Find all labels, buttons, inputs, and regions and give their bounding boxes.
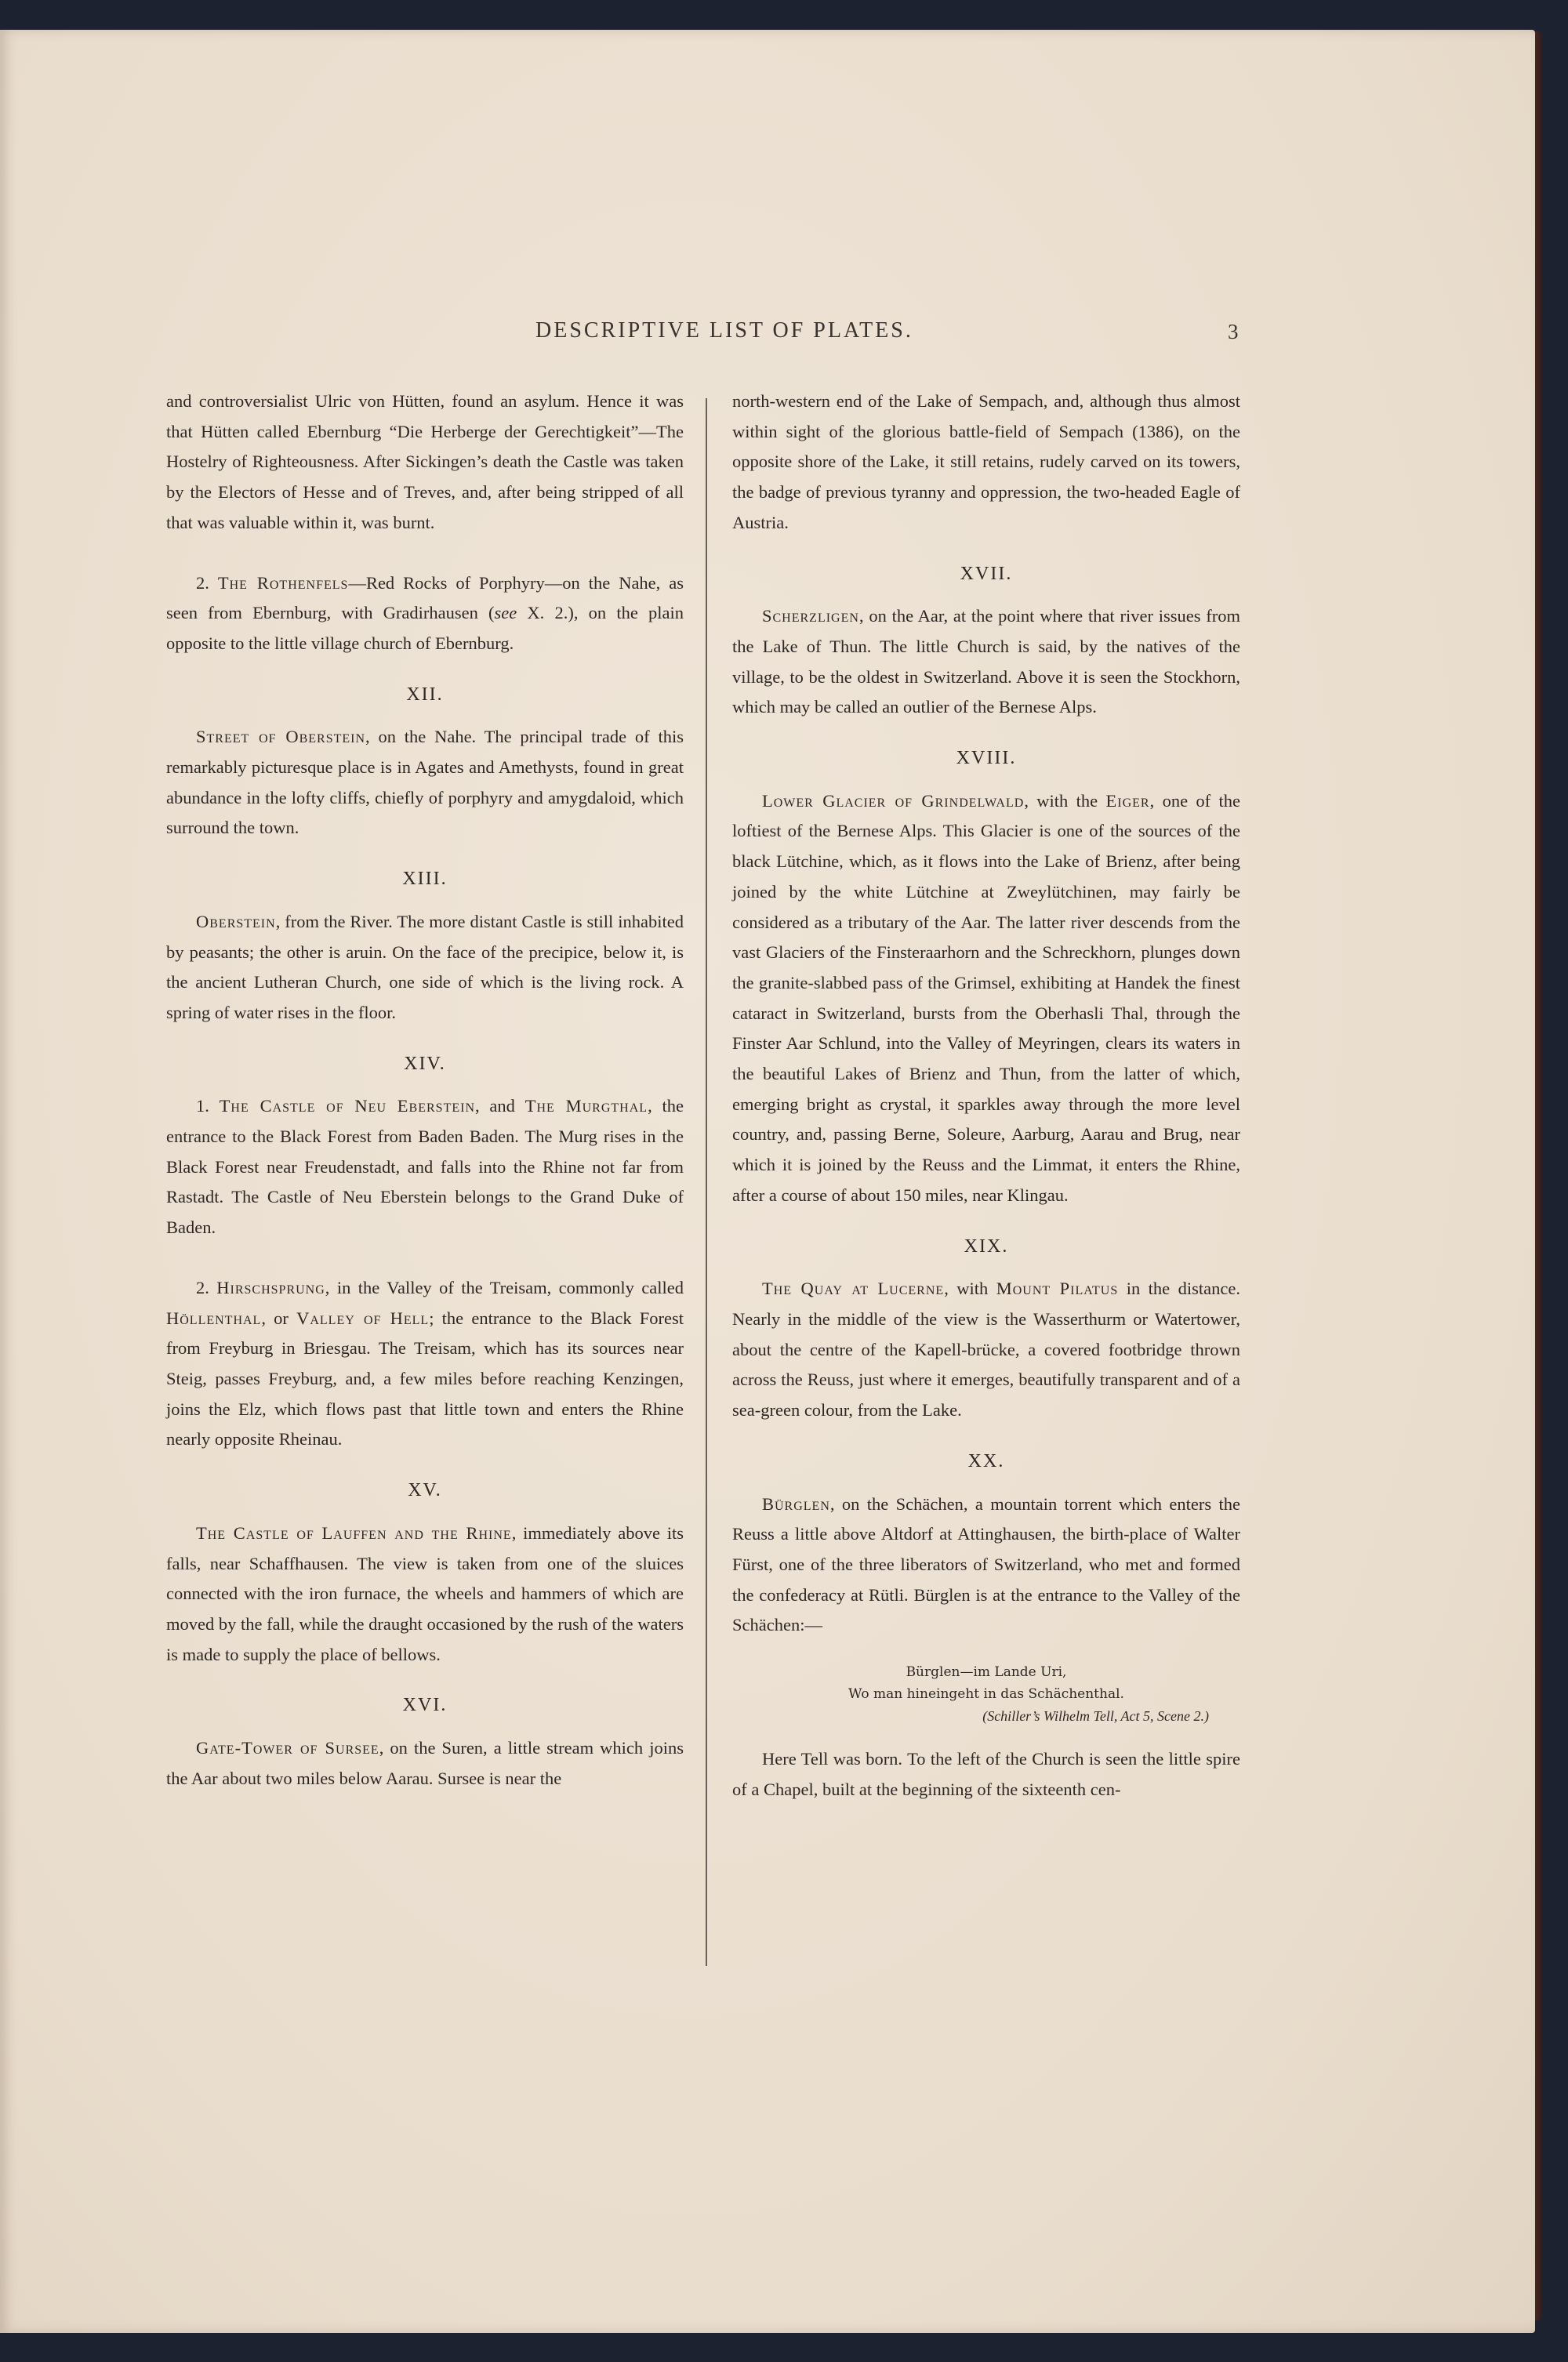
- plate-title: The Castle of Neu Eberstein: [219, 1096, 475, 1116]
- paragraph-xiv-1: 1. The Castle of Neu Eberstein, and The Murgthal, the entrance to the Black Forest from Baden Baden. The Murg rises in the Black Forest near Freudenstadt, and falls into the Rhine not far from Rastadt. The Castle of Neu Eberstein belongs to the Grand Duke of Baden.: [166, 1096, 684, 1238]
- quote-line: Wo man hineingeht in das Schächenthal.: [848, 1686, 1124, 1703]
- plate-title: Lower Glacier of Grindelwald: [762, 790, 1025, 811]
- book-page: [0, 30, 1535, 2333]
- paragraph-xv: The Castle of Lauffen and the Rhine, immediately above its falls, near Schaffhausen. The view is taken from one of the sluices connected with the iron furnace, the wheels and hammers of which are moved by the fall, while the draught occasioned by the rush of the waters is made to supply the place of bellows.: [166, 1522, 684, 1664]
- section-numeral-xv: XV.: [408, 1480, 442, 1501]
- plate-title: Street of Oberstein: [196, 727, 366, 747]
- running-title: DESCRIPTIVE LIST OF PLATES.: [535, 318, 913, 343]
- paragraph-xvi: Gate-Tower of Sursee, on the Suren, a little stream which joins the Aar about two miles below Aarau. Sursee is near the: [166, 1738, 684, 1788]
- plate-title: The Castle of Lauffen and the Rhine: [196, 1522, 512, 1543]
- right-column: [732, 386, 1240, 1805]
- quote-line: Bürglen—im Lande Uri,: [906, 1664, 1067, 1681]
- plate-title: Bürglen: [762, 1493, 830, 1514]
- section-numeral-xvii: XVII.: [960, 563, 1013, 584]
- paragraph-xx: Bürglen, on the Schächen, a mountain torrent which enters the Reuss a little above Altdorf at Attinghausen, the birth-place of Walter Fürst, one of the three liberators of Switzerland, who met and formed the confederacy at Rütli. Bürglen is at the entrance to the Valley of the Schächen:—: [732, 1493, 1240, 1635]
- column-divider: [706, 398, 707, 1966]
- page-header: [0, 318, 1535, 357]
- plate-title: Hirschsprung: [216, 1277, 325, 1297]
- left-column: [166, 386, 684, 1794]
- paragraph-xix: The Quay at Lucerne, with Mount Pilatus in the distance. Nearly in the middle of the view is the Wasserthurm or Watertower, about the centre of the Kapell-brücke, a covered footbridge thrown across the Reuss, just where it emerges, beautifully transparent and of a sea-green colour, from the Lake.: [732, 1279, 1240, 1420]
- section-numeral-xii: XII.: [406, 684, 444, 705]
- section-numeral-xvi: XVI.: [402, 1695, 448, 1716]
- paragraph-xiv-2: 2. Hirschsprung, in the Valley of the Treisam, commonly called Höllenthal, or Valley of Hell; the entrance to the Black Forest from Freyburg in Briesgau. The Treisam, which has its sources near Steig, passes Freyburg, and, a few miles before reaching Kenzingen, joins the Elz, which flows past that little town and enters the Rhine nearly opposite Rheinau.: [166, 1277, 684, 1449]
- paragraph-continued: north-western end of the Lake of Sempach, and, although thus almost within sight of the glorious battle-field of Sempach (1386), on the opposite shore of the Lake, it still retains, rudely carved on its towers, the badge of previous tyranny and oppression, the two-headed Eagle of Austria.: [732, 391, 1240, 532]
- plate-title: The Rothenfels: [217, 572, 349, 593]
- plate-title: The Quay at Lucerne: [762, 1279, 945, 1299]
- paragraph-xiii: Oberstein, from the River. The more distant Castle is still inhabited by peasants; the other is aruin. On the face of the precipice, below it, is the ancient Lutheran Church, one side of which is the living rock. A spring of water rises in the floor.: [166, 911, 684, 1022]
- paragraph-xvii: Scherzligen, on the Aar, at the point where that river issues from the Lake of Thun. The little Church is said, by the natives of the village, to be the oldest in Switzerland. Above it is seen the Stockhorn, which may be called an outlier of the Bernese Alps.: [732, 606, 1240, 717]
- plate-title: Gate-Tower of Sursee: [196, 1738, 379, 1758]
- section-numeral-xiv: XIV.: [404, 1053, 446, 1074]
- paragraph-after-quote: Here Tell was born. To the left of the Church is seen the little spire of a Chapel, built at the beginning of the sixteenth cen-: [732, 1749, 1240, 1799]
- plate-title: The Murgthal: [524, 1096, 648, 1116]
- paragraph-continued: and controversialist Ulric von Hütten, found an asylum. Hence it was that Hütten called Ebernburg “Die Herberge der Gerechtigkeit”—The Hostelry of Righteousness. After Sickingen’s death the Castle was taken by the Electors of Hesse and of Treves, and, after being stripped of all that was valuable within it, was burnt.: [166, 391, 684, 532]
- plate-title: Scherzligen: [762, 606, 859, 626]
- quote-citation: (Schiller’s Wilhelm Tell, Act 5, Scene 2.): [982, 1708, 1209, 1725]
- paragraph-rothenfels: 2. The Rothenfels—Red Rocks of Porphyry—on the Nahe, as seen from Ebernburg, with Gradirhausen (see X. 2.), on the plain opposite to the little village church of Ebernburg.: [166, 572, 684, 653]
- section-numeral-xx: XX.: [967, 1450, 1005, 1471]
- plate-title: Oberstein: [196, 911, 276, 931]
- section-numeral-xix: XIX.: [964, 1235, 1009, 1257]
- paragraph-xii: Street of Oberstein, on the Nahe. The principal trade of this remarkably picturesque place is in Agates and Amethysts, found in great abundance in the lofty cliffs, chiefly of porphyry and amygdaloid, which surround the town.: [166, 727, 684, 838]
- section-numeral-xiii: XIII.: [402, 869, 448, 890]
- paragraph-xviii: Lower Glacier of Grindelwald, with the Eiger, one of the loftiest of the Bernese Alps. This Glacier is one of the sources of the black Lütchine, which, as it flows into the Lake of Brienz, after being joined by the white Lütchine at Zweylütchinen, may fairly be considered as a tributary of the Aar. The latter river descends from the vast Glaciers of the Finsteraarhorn and the Schreckhorn, plunges down the granite-slabbed pass of the Grimsel, exhibiting at Handek the finest cataract in Switzerland, bursts from the Oberhasli Thal, through the Finster Aar Schlund, into the Valley of Meyringen, clears its waters in the beautiful Lakes of Brienz and Thun, from the latter of which, emerging bright as crystal, it sparkles away through the more level country, and, passing Berne, Soleure, Aarburg, Aarau and Brug, near which it is joined by the Reuss and the Limmat, it enters the Rhine, after a course of about 150 miles, near Klingau.: [732, 790, 1241, 1205]
- section-numeral-xviii: XVIII.: [956, 748, 1017, 769]
- schiller-quotation: [732, 1661, 1240, 1727]
- page-number: 3: [1228, 320, 1239, 343]
